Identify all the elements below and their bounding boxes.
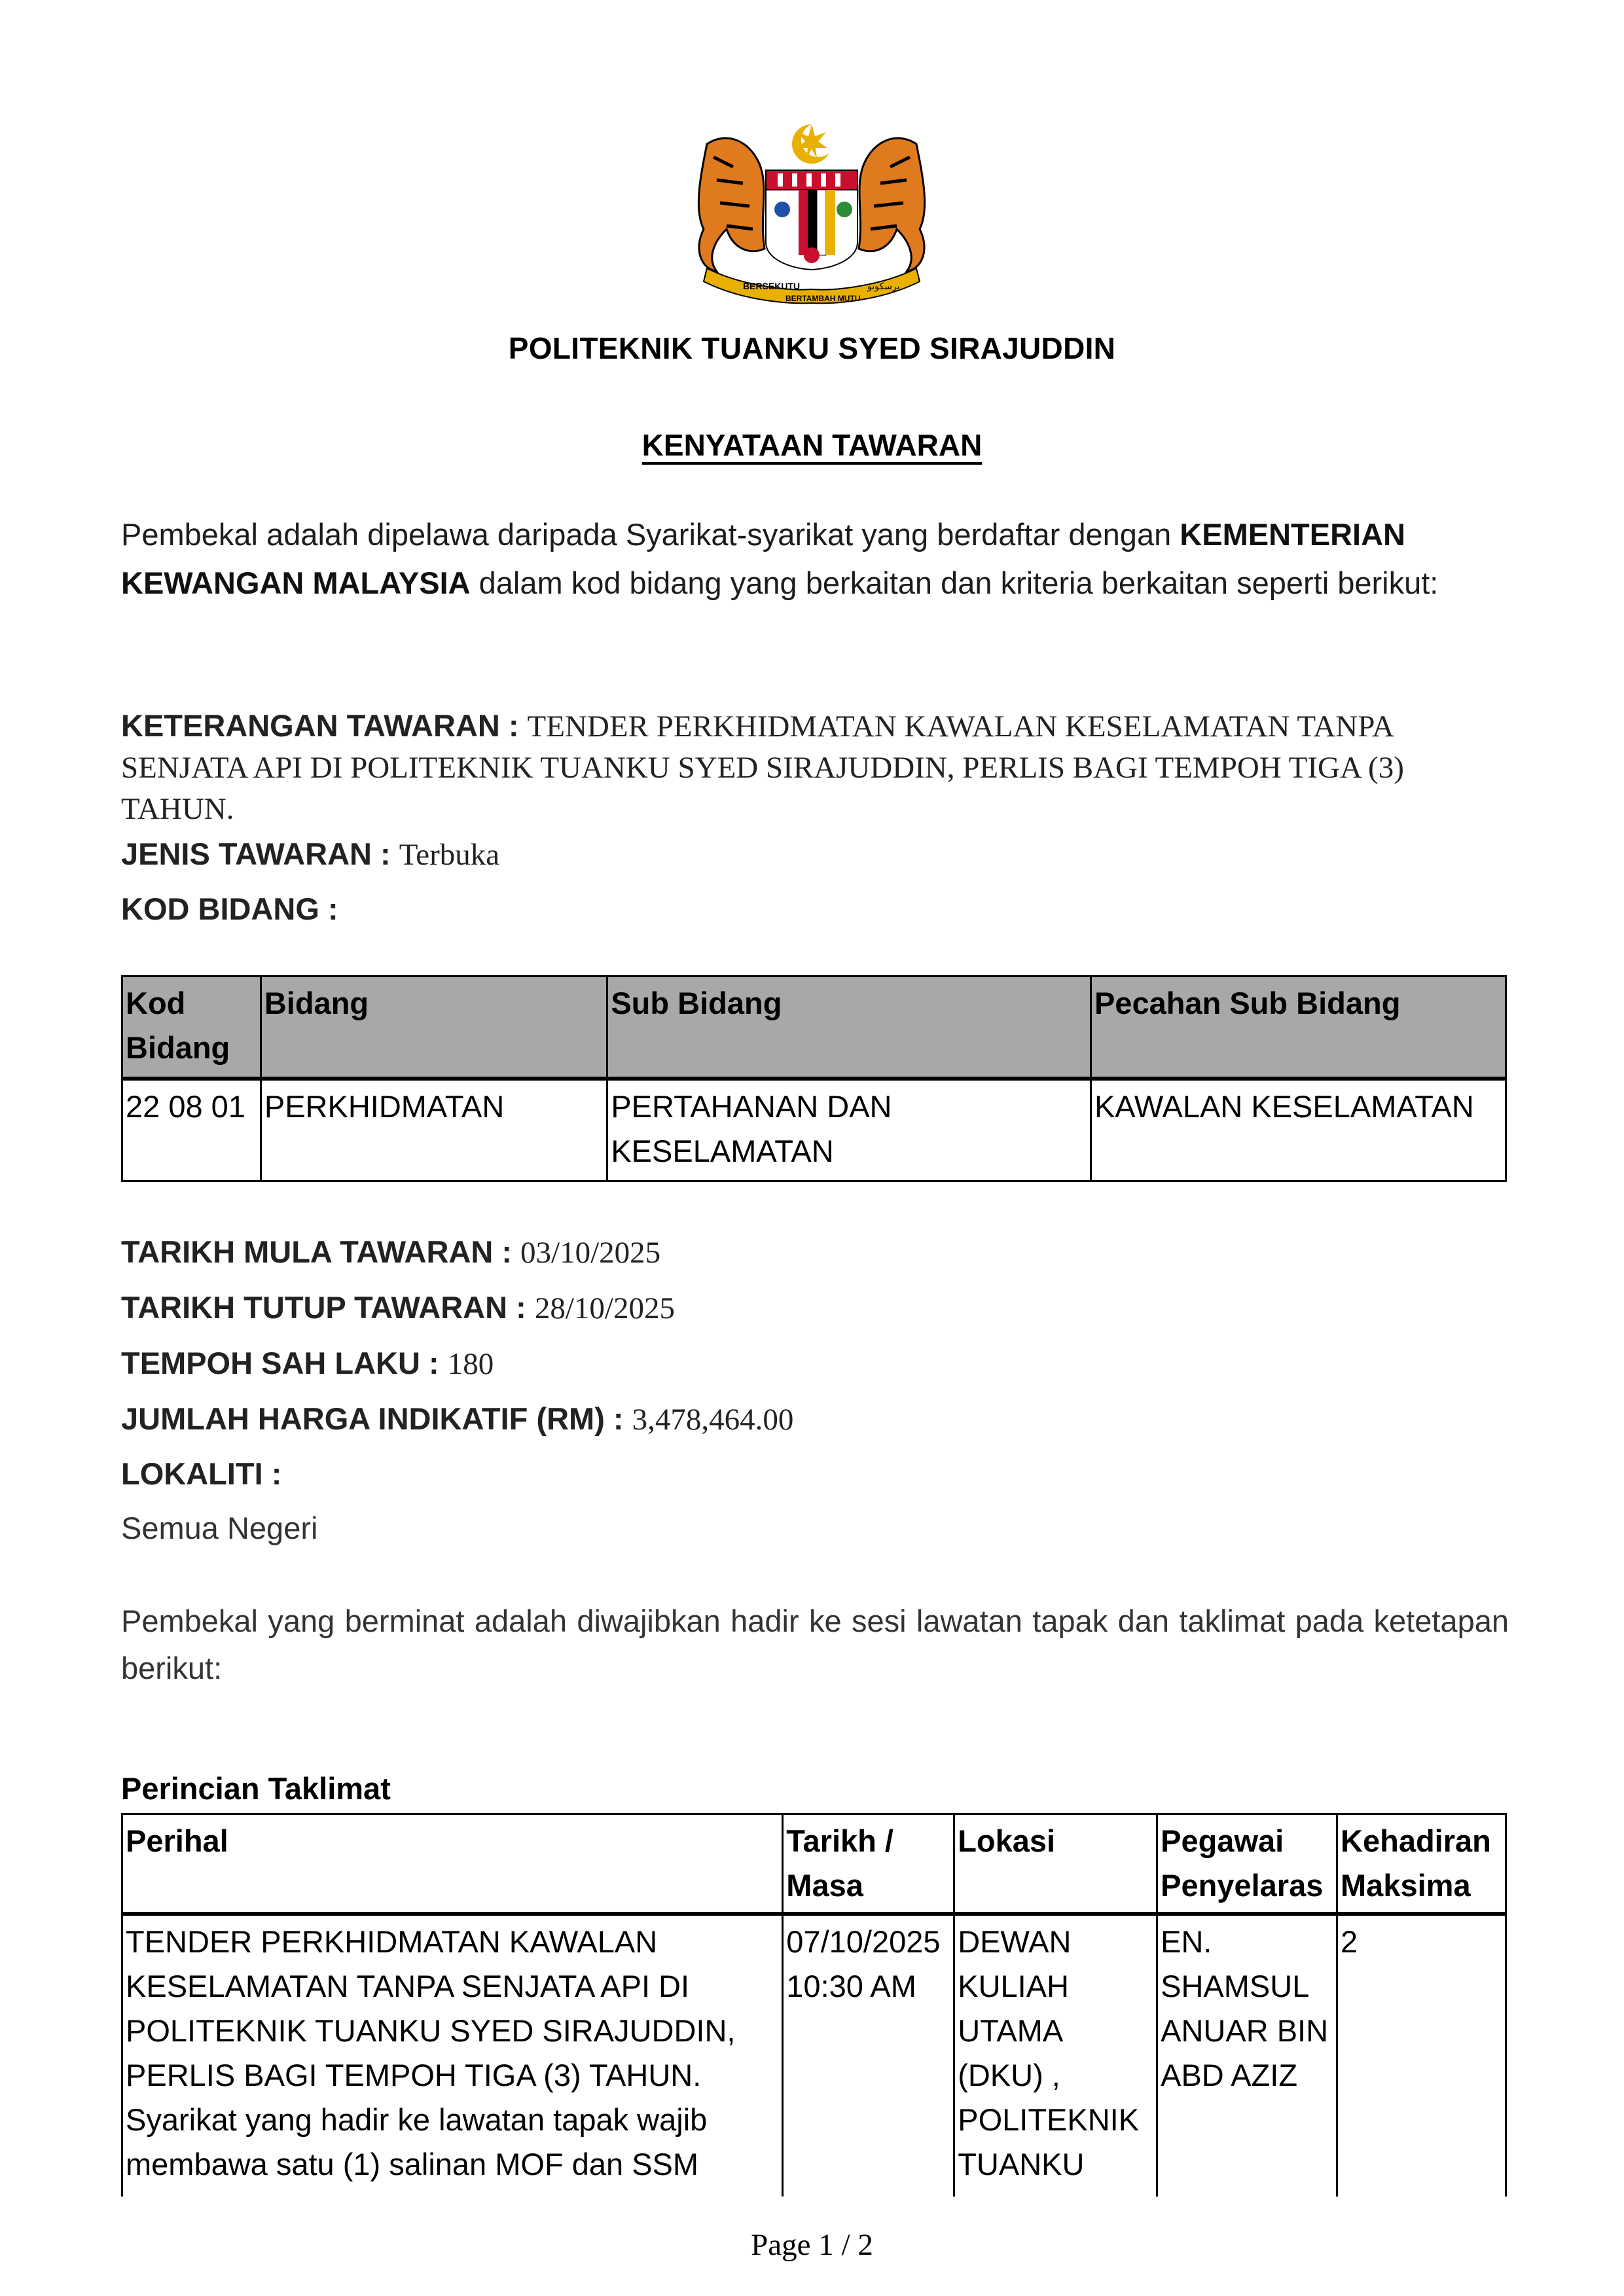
page-number: Page 1 / 2 — [751, 2228, 873, 2262]
header-kehadiran-maksima: Kehadiran Maksima — [1337, 1814, 1506, 1914]
locality-line — [121, 1456, 281, 1492]
table-header-row — [122, 977, 1506, 1079]
cell-pegawai: EN. SHAMSUL ANUAR BIN ABD AZIZ — [1157, 1914, 1337, 2197]
close-date-label: TARIKH TUTUP TAWARAN : — [121, 1290, 535, 1325]
validity-label: TEMPOH SAH LAKU : — [121, 1346, 448, 1380]
header-tarikh-masa: Tarikh / Masa — [783, 1814, 954, 1914]
header-bidang: Bidang — [261, 977, 607, 1079]
svg-text:ﺑﺮﺳﻜﻮﺗﻮ: ﺑﺮﺳﻜﻮﺗﻮ — [867, 281, 900, 292]
start-date-value: 03/10/2025 — [520, 1236, 661, 1270]
close-date-value: 28/10/2025 — [534, 1291, 675, 1325]
cell-bidang: PERKHIDMATAN — [261, 1079, 607, 1181]
locality-label: LOKALITI : — [121, 1456, 282, 1491]
document-title-text: KENYATAAN TAWARAN — [641, 428, 983, 462]
header-perihal: Perihal — [122, 1814, 783, 1914]
validity-line — [121, 1345, 494, 1382]
close-date-line — [121, 1289, 675, 1326]
offer-type-label: JENIS TAWARAN : — [121, 836, 399, 871]
cell-tarikh-masa: 07/10/2025 10:30 AM — [783, 1914, 954, 2197]
header-sub-bidang: Sub Bidang — [607, 977, 1091, 1079]
svg-text:BERTAMBAH MUTU: BERTAMBAH MUTU — [785, 294, 861, 303]
cell-perihal: TENDER PERKHIDMATAN KAWALAN KESELAMATAN TANPA SENJATA API DI POLITEKNIK TUANKU SYED SIRAJUDDIN, PERLIS BAGI TEMPOH TIGA (3) TAHUN. Syarikat yang hadir ke lawatan tapak wajib membawa satu (1) salinan MOF dan SSM — [122, 1914, 783, 2197]
field-code-table — [121, 975, 1507, 1182]
offer-description — [121, 706, 1509, 829]
table-row — [122, 1914, 1506, 2197]
offer-description-label: KETERANGAN TAWARAN : — [121, 708, 528, 743]
offer-type-line — [121, 836, 499, 872]
table-row — [122, 1079, 1506, 1181]
svg-text:BERSEKUTU: BERSEKUTU — [743, 281, 801, 291]
header-pecahan-sub-bidang: Pecahan Sub Bidang — [1091, 977, 1506, 1079]
briefing-notice: Pembekal yang berminat adalah diwajibkan hadir ke sesi lawatan tapak dan taklimat pada ketetapan berikut: — [121, 1604, 1509, 1685]
intro-bold-ministry: KEMENTERIAN KEWANGAN MALAYSIA — [121, 517, 1405, 600]
cell-sub-bidang: PERTAHANAN DAN KESELAMATAN — [607, 1079, 1091, 1181]
intro-paragraph — [121, 511, 1509, 607]
briefing-section-title: Perincian Taklimat — [121, 1771, 391, 1806]
intro-text-before: Pembekal adalah dipelawa daripada Syarikat-syarikat yang berdaftar dengan — [121, 517, 1180, 552]
organization-title: POLITEKNIK TUANKU SYED SIRAJUDDIN — [508, 331, 1116, 365]
coat-of-arms-logo — [687, 118, 936, 314]
start-date-label: TARIKH MULA TAWARAN : — [121, 1234, 521, 1269]
validity-value: 180 — [447, 1347, 494, 1381]
price-value: 3,478,464.00 — [632, 1403, 794, 1437]
intro-text-after: dalam kod bidang yang berkaitan dan kriteria berkaitan seperti berikut: — [470, 565, 1439, 600]
table-header-row — [122, 1814, 1506, 1914]
header-kod-bidang: Kod Bidang — [122, 977, 261, 1079]
cell-pecahan: KAWALAN KESELAMATAN — [1091, 1079, 1506, 1181]
locality-value: Semua Negeri — [121, 1511, 318, 1545]
document-title — [0, 427, 1624, 463]
offer-description-value: TENDER PERKHIDMATAN KAWALAN KESELAMATAN TANPA SENJATA API DI POLITEKNIK TUANKU SYED SIRAJUDDIN, PERLIS BAGI TEMPOH TIGA (3) TAHUN. — [121, 709, 1404, 826]
header-lokasi: Lokasi — [954, 1814, 1157, 1914]
cell-kod: 22 08 01 — [122, 1079, 261, 1181]
code-label: KOD BIDANG : — [121, 891, 338, 926]
code-label-line — [121, 891, 338, 927]
briefing-table — [121, 1813, 1507, 2197]
cell-lokasi: DEWAN KULIAH UTAMA (DKU) , POLITEKNIK TUANKU — [954, 1914, 1157, 2197]
price-line — [121, 1401, 793, 1437]
start-date-line — [121, 1234, 660, 1270]
header-pegawai-penyelaras: Pegawai Penyelaras — [1157, 1814, 1337, 1914]
cell-kehadiran: 2 — [1337, 1914, 1506, 2197]
price-label: JUMLAH HARGA INDIKATIF (RM) : — [121, 1401, 632, 1436]
offer-type-value: Terbuka — [399, 838, 500, 872]
